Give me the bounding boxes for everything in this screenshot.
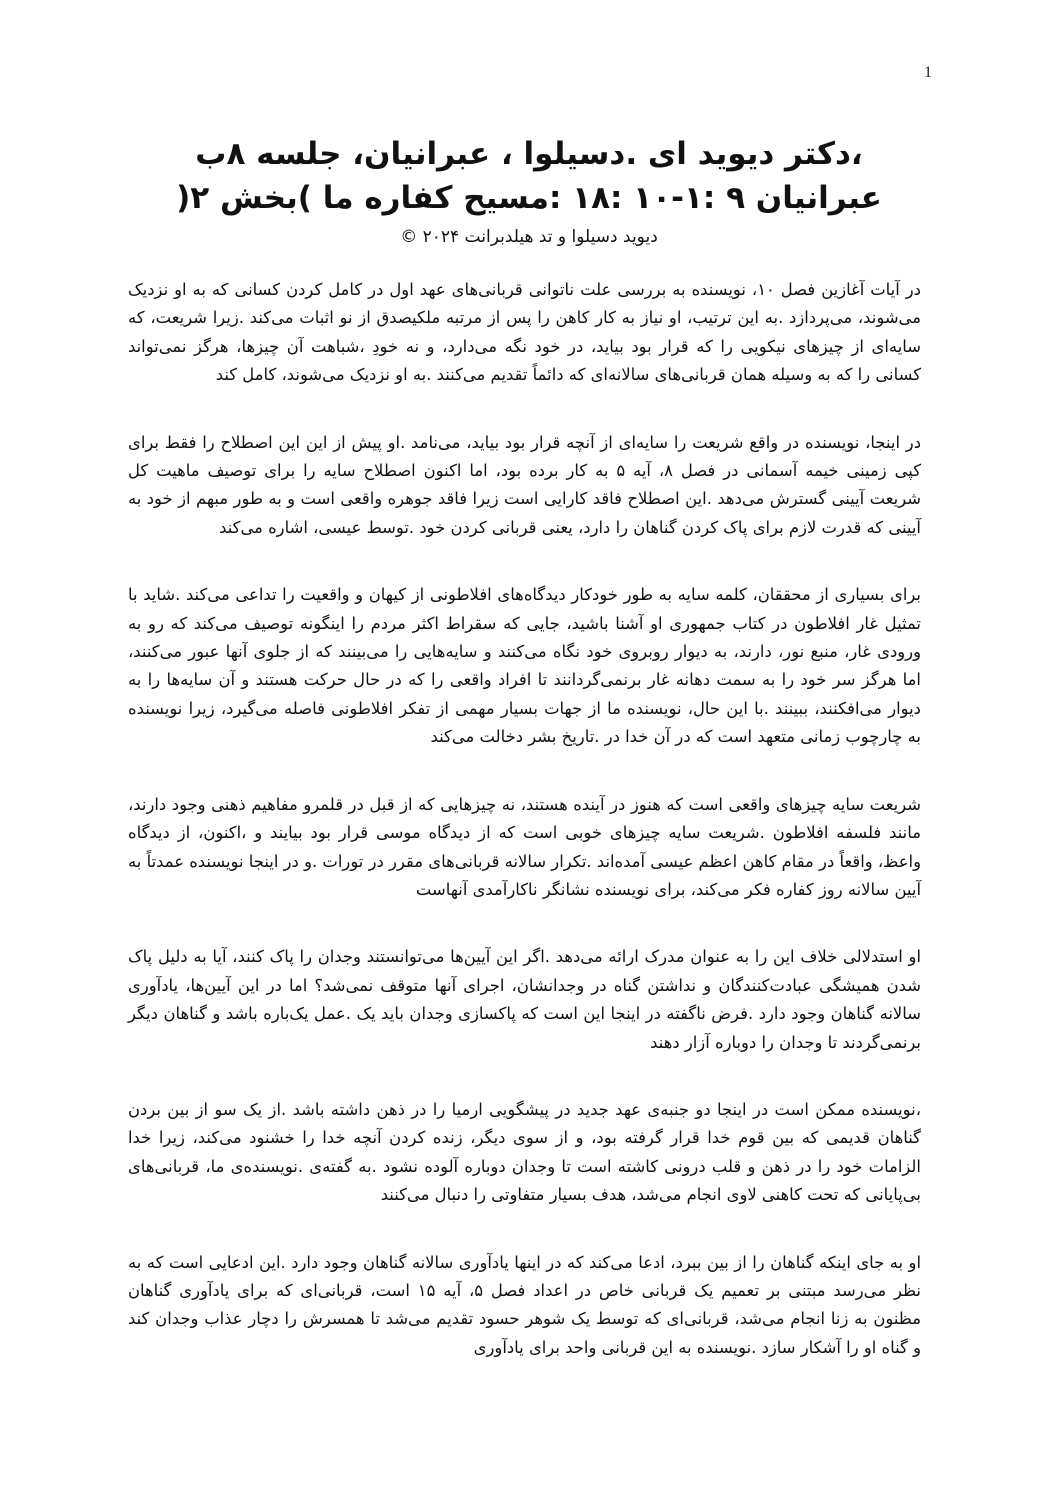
copyright-line: دیوید دسیلوا و تد هیلدبرانت ۲۰۲۴ © bbox=[400, 227, 658, 247]
document-body bbox=[128, 276, 921, 1401]
paragraph-5: او استدلالی خلاف این را به عنوان مدرک ارائه می‌دهد .اگر این آیین‌ها می‌توانستند وجدان را پاک کنند، آیا به دلیل پاک شدن همیشگی عبادت‌کنندگان و نداشتن گناه در وجدانشان، اجرای آنها متوقف نمی‌شد؟ اما در این آیین‌ها، یادآوری سالانه گناهان وجود دارد .فرض ناگفته در اینجا این است که پاکسازی وجدان باید یک .عمل یک‌باره باشد و گناهان دیگر برنمی‌گردند تا وجدان را دوباره آزار دهند bbox=[128, 947, 921, 1052]
paragraph-4: شریعت سایه چیزهای واقعی است که هنوز در آینده هستند، نه چیزهایی که از قبل در قلمرو مفاهیم ذهنی وجود دارند، مانند فلسفه افلاطون .شریعت سایه چیزهای خوبی است که از دیدگاه موسی قرار بود بیایند و ،اکنون، از دیدگاه واعظ، واقعاً در مقام کاهن اعظم عیسی آمده‌اند .تکرار سالانه قربانی‌های مقرر در تورات .و در اینجا نویسنده عمدتاً به آیین سالانه روز کفاره فکر می‌کند، برای نویسنده نشانگر ناکارآمدی آنهاست bbox=[128, 794, 921, 899]
paragraph-6: ،نویسنده ممکن است در اینجا دو جنبه‌ی عهد جدید در پیشگویی ارمیا را در ذهن داشته باشد .از یک سو از بین بردن گناهان قدیمی که بین قوم خدا قرار گرفته بود، و از سوی دیگر، زنده کردن آنچه خدا را خشنود می‌کند، زیرا خدا الزامات خود را در ذهن و قلب درونی کاشته است تا وجدان دوباره آلوده نشود .به گفته‌ی .نویسنده‌ی ما، قربانی‌های بی‌پایانی که تحت کاهنی لاوی انجام می‌شد، هدف بسیار متفاوتی را دنبال می‌کنند bbox=[128, 1099, 921, 1205]
title-line-1: ،دکتر دیوید ای .دسیلوا ، عبرانیان، جلسه ۸ب bbox=[195, 136, 863, 172]
paragraph-7: او به جای اینکه گناهان را از بین ببرد، ادعا می‌کند که در اینها یادآوری سالانه گناهان وجود دارد .این ادعایی است که به نظر می‌رسد مبتنی بر تعمیم یک قربانی خاص در اعداد فصل ۵، آیه ۱۵ است، قربانی‌ای که برای یادآوری گناهان مظنون به زنا انجام می‌شد، قربانی‌ای که توسط یک شوهر حسود تقدیم می‌شد تا همسرش را دچار عذاب وجدان کند و گناه او را آشکار سازد .نویسنده به این قربانی واحد برای یادآوری bbox=[128, 1252, 921, 1357]
paragraph-1: در آیات آغازین فصل ۱۰، نویسنده به بررسی علت ناتوانی قربانی‌های عهد اول در کامل کردن کسانی که به او نزدیک می‌شوند، می‌پردازد .به این ترتیب، او نیاز به کار کاهن را پس از مرتبه ملکیصدق از نو اثبات می‌کند .زیرا شریعت، که سایه‌ای از چیزهای نیکویی را که قرار بود بیاید، در خود نگه می‌دارد، و نه خودِ ،شباهت آن چیزها، هرگز نمی‌تواند کسانی را که به وسیله همان قربانی‌های سالانه‌ای که دائماً تقدیم می‌کنند .به او نزدیک می‌شوند، کامل کند bbox=[128, 280, 921, 385]
title-block bbox=[80, 132, 978, 252]
page-number: 1 bbox=[924, 64, 932, 81]
paragraph-3: برای بسیاری از محققان، کلمه سایه به طور خودکار دیدگاه‌های افلاطونی از کیهان و واقعیت را تداعی می‌کند .شاید با تمثیل غار افلاطون در کتاب جمهوری او آشنا باشید، جایی که سقراط اکثر مردم را اینگونه توصیف می‌کند که رو به ورودی غار، منبع نور، دارند، به دیوار روبروی خود نگاه می‌کنند و سایه‌هایی را می‌بینند که از جلوی آنها عبور می‌کنند، اما هرگز سر خود را به سمت دهانه غار برنمی‌گردانند تا افراد واقعی را که در حال حرکت هستند و آن سایه‌ها را به دیوار می‌افکنند، ببینند .با این حال، نویسنده ما از جهات بسیار مهمی از تفکر افلاطونی فاصله می‌گیرد، زیرا نویسنده به چارچوب زمانی متعهد است که در آن خدا در .تاریخ بشر دخالت می‌کند bbox=[128, 585, 921, 747]
paragraph-2: در اینجا، نویسنده در واقع شریعت را سایه‌ای از آنچه قرار بود بیاید، می‌نامد .او پیش از این این اصطلاح را فقط برای کپی زمینی خیمه آسمانی در فصل ۸، آیه ۵ به کار برده بود، اما اکنون اصطلاح سایه را برای توصیف ماهیت کل شریعت آیینی گسترش می‌دهد .این اصطلاح فاقد کارایی است زیرا فاقد جوهره واقعی است و به طور مبهم از خود به آیینی که قدرت لازم برای پاک کردن گناهان را دارد، یعنی قربانی کردن خود .توسط عیسی، اشاره می‌کند bbox=[128, 432, 921, 537]
title-line-2: عبرانیان ۹ :۱-۱۰ :۱۸ :مسیح کفاره ما )بخش ۲( bbox=[176, 180, 882, 216]
